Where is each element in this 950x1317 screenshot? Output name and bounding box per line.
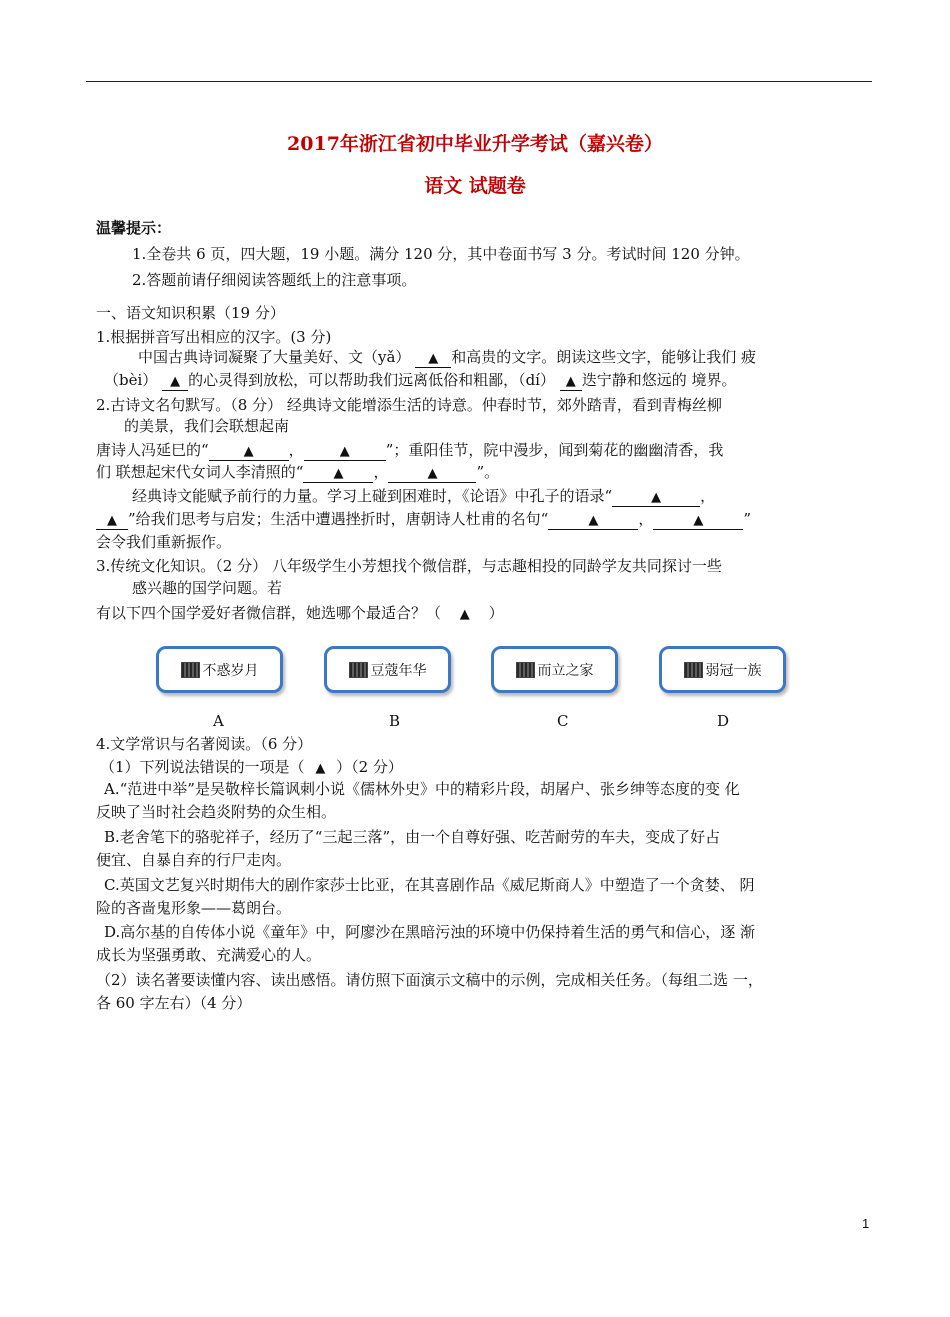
- group-name: 不惑岁月: [202, 662, 259, 679]
- option-a-line-2: 反映了当时社会趋炎附势的众生相。: [96, 803, 337, 821]
- answer-blank[interactable]: ▲: [388, 464, 476, 483]
- q4-sub2-line-2: 各 60 字左右）（4 分）: [96, 994, 252, 1012]
- qr-code-icon: [349, 662, 368, 678]
- exam-subtitle: 语文 试题卷: [424, 175, 526, 197]
- qr-code-icon: [684, 662, 703, 678]
- q2-line-3: 唐诗人冯延巳的“ ▲ ， ▲ ”；重阳佳节，院中漫步，闻到菊花的幽幽清香，我: [96, 441, 724, 459]
- answer-blank[interactable]: ▲: [162, 372, 188, 391]
- answer-blank[interactable]: ▲: [303, 464, 373, 483]
- wechat-group-option-a[interactable]: [156, 646, 283, 693]
- answer-blank[interactable]: ▲: [653, 511, 743, 530]
- option-letter-a: A: [213, 712, 224, 730]
- group-name: 弱冠一族: [705, 662, 762, 679]
- answer-mark[interactable]: ▲: [315, 761, 326, 776]
- qr-code-icon: [516, 662, 535, 678]
- q1-line-1: 中国古典诗词凝聚了大量美好、文（yǎ） ▲ 和高贵的文字。朗读这些文字，能够让我们 疲: [138, 348, 756, 366]
- wechat-group-option-d[interactable]: [659, 646, 786, 693]
- option-letter-d: D: [717, 712, 730, 730]
- option-d-line-2: 成长为坚强勇敢、充满爱心的人。: [96, 946, 322, 964]
- answer-blank[interactable]: ▲: [560, 372, 582, 391]
- exam-title: 2017年浙江省初中毕业升学考试（嘉兴卷）: [287, 133, 663, 155]
- answer-blank[interactable]: ▲: [209, 442, 289, 461]
- option-b-line-1: B.老舍笔下的骆驼祥子，经历了“三起三落”，由一个自尊好强、吃苦耐劳的车夫，变成了好占: [104, 828, 721, 846]
- page-number: 1: [862, 1216, 870, 1231]
- notice-heading: 温馨提示：: [96, 219, 172, 237]
- q4-sub1: （1）下列说法错误的一项是（ ▲ ）（2 分）: [100, 758, 403, 776]
- q4-heading: 4.文学常识与名著阅读。（6 分）: [96, 735, 313, 753]
- option-letter-b: B: [389, 712, 401, 730]
- wechat-group-option-c[interactable]: [491, 646, 618, 693]
- q2-line-2: 的美景，我们会联想起南: [124, 417, 290, 435]
- q2-line-1: 2.古诗文名句默写。（8 分） 经典诗文能增添生活的诗意。仲春时节，郊外踏青，看到青梅丝柳: [96, 396, 722, 414]
- q2-line-7: 会令我们重新振作。: [96, 533, 232, 551]
- option-d-line-1: D.高尔基的自传体小说《童年》中，阿廖沙在黑暗污浊的环境中仍保持着生活的勇气和信心，逐 渐: [104, 923, 756, 941]
- group-name: 而立之家: [537, 662, 594, 679]
- q1-heading: 1.根据拼音写出相应的汉字。(3 分): [96, 328, 332, 346]
- option-c-line-1: C.英国文艺复兴时期伟大的剧作家莎士比亚，在其喜剧作品《威尼斯商人》中塑造了一个贪婪、 阴: [104, 876, 755, 894]
- q2-line-5: 经典诗文能赋予前行的力量。学习上碰到困难时，《论语》中孔子的语录“ ▲ ，: [132, 487, 716, 505]
- answer-blank[interactable]: ▲: [548, 511, 638, 530]
- q1-line-2: （bèi） ▲ 的心灵得到放松，可以帮助我们远离低俗和粗鄙，（dí） ▲ 迭宁静和悠远的 境界。: [104, 371, 737, 389]
- option-b-line-2: 便宜、自暴自弃的行尸走肉。: [96, 851, 292, 869]
- q2-line-4: 们 联想起宋代女词人李清照的“ ▲ ， ▲ ”。: [96, 463, 500, 481]
- answer-blank[interactable]: ▲: [415, 349, 451, 368]
- group-name: 豆蔻年华: [370, 662, 427, 679]
- q3-line-1: 3.传统文化知识。（2 分） 八年级学生小芳想找个微信群，与志趣相投的同龄学友共同探讨一些: [96, 557, 722, 575]
- option-c-line-2: 险的吝啬鬼形象——葛朗台。: [96, 899, 292, 917]
- answer-blank[interactable]: ▲: [96, 511, 128, 530]
- option-a-line-1: A.“范进中举”是吴敬梓长篇讽刺小说《儒林外史》中的精彩片段，胡屠户、张乡绅等态度的变 化: [104, 780, 740, 798]
- q4-sub2-line-1: （2）读名著要读懂内容、读出感悟。请仿照下面演示文稿中的示例，完成相关任务。（每组二选 一，: [96, 971, 763, 989]
- option-letter-c: C: [557, 712, 569, 730]
- header-rule: [86, 81, 872, 82]
- q3-line-3: 有以下四个国学爱好者微信群，她选哪个最适合？（ ▲ ）: [96, 604, 504, 622]
- q3-line-2: 感兴趣的国学问题。若: [132, 579, 283, 597]
- section-1-heading: 一、语文知识积累（19 分）: [96, 304, 285, 322]
- answer-mark[interactable]: ▲: [459, 607, 470, 622]
- notice-item-1: 1.全卷共 6 页，四大题，19 小题。满分 120 分，其中卷面书写 3 分。考试时间 120 分钟。: [132, 245, 750, 263]
- qr-code-icon: [181, 662, 200, 678]
- answer-blank[interactable]: ▲: [612, 488, 700, 507]
- answer-blank[interactable]: ▲: [304, 442, 386, 461]
- notice-item-2: 2.答题前请仔细阅读答题纸上的注意事项。: [132, 271, 417, 289]
- wechat-group-option-b[interactable]: [324, 646, 451, 693]
- q2-line-6: ▲ ”给我们思考与启发；生活中遭遇挫折时，唐朝诗人杜甫的名句“ ▲ ， ▲ ”: [96, 509, 751, 530]
